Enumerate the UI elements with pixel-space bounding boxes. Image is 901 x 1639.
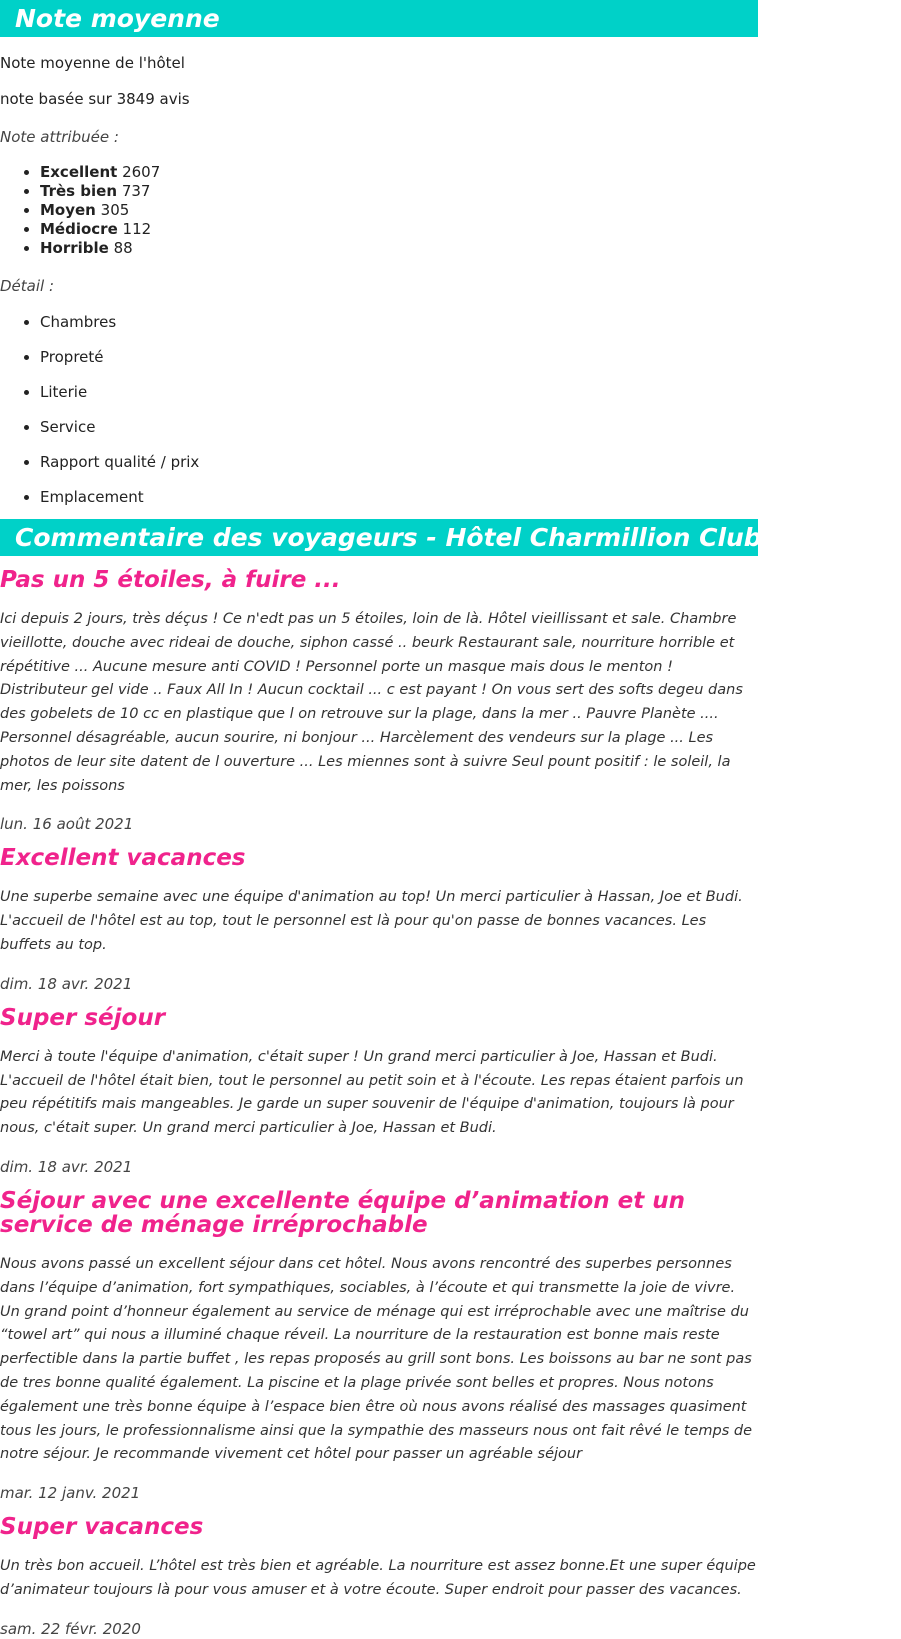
rating-label: Horrible — [40, 239, 109, 257]
rating-count: 305 — [100, 201, 130, 219]
review-text: Nous avons passé un excellent séjour dans cet hôtel. Nous avons rencontré des superbes personnes dans l’équipe d’animation, fort sympathiques, sociables, à l’écoute et qui transmette la joie de vivre. Un grand point d’honneur également au service de ménage qui est irréprochable avec une maîtrise du “towel art” qui nous a illuminé chaque réveil. La nourriture de la restauration est bonne mais reste perfectible dans la partie buffet , les repas proposés au grill sont bons. Les boissons au bar ne sont pas de tres bonne qualité également. La piscine et la plage privée sont belles et propres. Nous notons également une très bonne équipe à l’espace bien être où nous avons réalisé des massages quasiment tous les jours, le professionnalisme ainsi que la sympathie des masseurs nous ont fait rêvé le temps de notre séjour. Je recommande vivement cet hôtel pour passer un agréable séjour — [0, 1255, 753, 1463]
review-text: Un très bon accueil. L’hôtel est très bien et agréable. La nourriture est assez bonne.Et une super équipe d’animateur toujours là pour vous amuser et à votre écoute. Super endroit pour passer des vacances. — [0, 1558, 756, 1598]
reviews-section — [0, 519, 901, 1639]
ratings-list — [0, 163, 758, 258]
detail-item: • Chambres — [40, 312, 758, 332]
rating-label: Moyen — [40, 201, 96, 219]
rating-item — [40, 163, 758, 182]
review-date: dim. 18 avr. 2021 — [0, 974, 133, 993]
review — [0, 568, 758, 834]
rating-item — [40, 220, 758, 239]
review-title: Super séjour — [0, 1004, 166, 1031]
rating-count: 88 — [113, 239, 133, 257]
ratings-label: Note attribuée : — [0, 128, 119, 146]
review-title: Super vacances — [0, 1514, 204, 1541]
reviews-section-header: Commentaire des voyageurs - Hôtel Charmillion Club Resort 5* — [0, 519, 758, 556]
review-count: note basée sur 3849 avis — [0, 90, 190, 108]
detail-item: • Service — [40, 417, 758, 437]
rating-subtitle: Note moyenne de l'hôtel — [0, 54, 185, 72]
review — [0, 846, 758, 993]
details-list — [0, 312, 758, 507]
review — [0, 1515, 758, 1639]
rating-count: 112 — [122, 220, 152, 238]
detail-item: • Propreté — [40, 347, 758, 367]
rating-section — [0, 0, 758, 507]
review-text: Une superbe semaine avec une équipe d'animation au top! Un merci particulier à Hassan, Joe et Budi. L'accueil de l'hôtel est au top, tout le personnel est là pour qu'on passe de bonnes vacances. Les buffets au top. — [0, 889, 743, 953]
rating-item — [40, 239, 758, 258]
rating-count: 737 — [121, 182, 151, 200]
review-title: Séjour avec une excellente équipe d’animation et un service de ménage irréprochable — [0, 1187, 685, 1238]
review-date: sam. 22 févr. 2020 — [0, 1619, 141, 1638]
rating-label: Médiocre — [40, 220, 118, 238]
detail-item: • Literie — [40, 382, 758, 402]
rating-label: Excellent — [40, 163, 118, 181]
review-title: Pas un 5 étoiles, à fuire ... — [0, 567, 341, 593]
review-date: lun. 16 août 2021 — [0, 815, 134, 834]
detail-item: • Rapport qualité / prix — [40, 452, 758, 472]
details-label: Détail : — [0, 277, 55, 295]
review-text: Ici depuis 2 jours, très déçus ! Ce n'edt pas un 5 étoiles, loin de là. Hôtel vieillissant et sale. Chambre vieillotte, douche avec rideai de douche, siphon cassé .. beurk Restaurant sale, nourriture horrible et répétitive ... Aucune mesure anti COVID ! Personnel porte un masque mais dous le menton ! Distributeur gel vide .. Faux All In ! Aucun cocktail ... c est payant ! On vous sert des softs degeu dans des gobelets de 10 cc en plastique que l on retrouve sur la plage, dans la mer .. Pauvre Planète .... Personnel désagréable, aucun sourire, ni bonjour ... Harcèlement des vendeurs sur la plage ... Les photos de leur site datent de l ouverture ... Les miennes sont à suivre Seul pount positif : le soleil, la mer, les poissons — [0, 611, 743, 794]
rating-count: 2607 — [122, 163, 161, 181]
review-text: Merci à toute l'équipe d'animation, c'était super ! Un grand merci particulier à Joe, Hassan et Budi. L'accueil de l'hôtel était bien, tout le personnel au petit soin et à l'écoute. Les repas étaient parfois un peu répétitifs mais mangeables. Je garde un super souvenir de l'équipe d'animation, toujours là pour nous, c'était super. Un grand merci particulier à Joe, Hassan et Budi. — [0, 1048, 744, 1137]
rating-item — [40, 182, 758, 201]
detail-item: • Emplacement — [40, 487, 758, 507]
rating-label: Très bien — [40, 182, 118, 200]
review-date: mar. 12 janv. 2021 — [0, 1484, 141, 1503]
review — [0, 1006, 758, 1177]
rating-item — [40, 201, 758, 220]
review-title: Excellent vacances — [0, 845, 246, 872]
rating-section-header: Note moyenne — [0, 0, 758, 37]
review-date: dim. 18 avr. 2021 — [0, 1157, 133, 1176]
review — [0, 1189, 758, 1503]
